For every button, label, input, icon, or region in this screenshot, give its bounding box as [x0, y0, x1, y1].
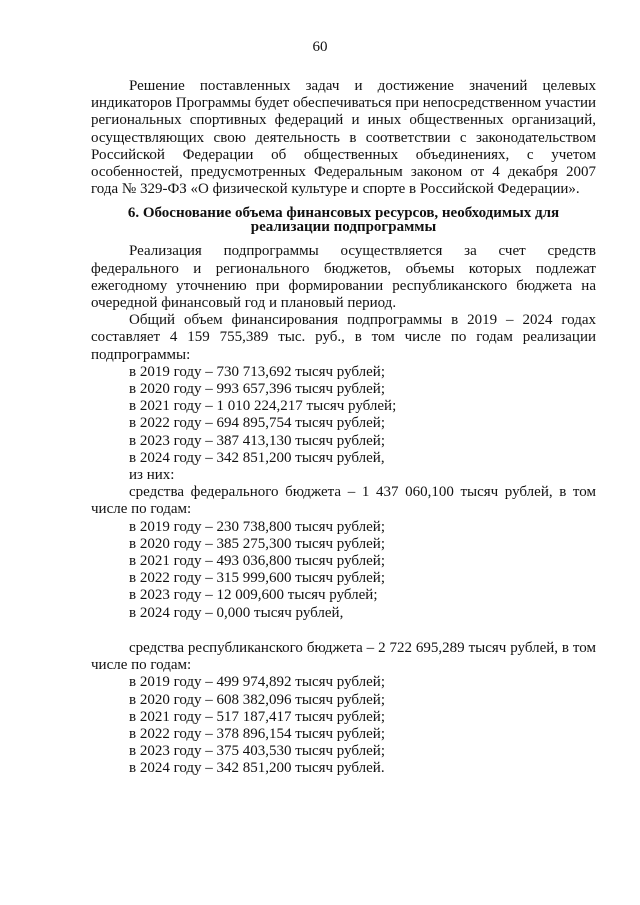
total-year-item: в 2020 году – 993 657,396 тысяч рублей; — [129, 381, 385, 398]
of-which-label: из них: — [129, 467, 175, 484]
republic-year-item: в 2024 году – 342 851,200 тысяч рублей. — [129, 760, 385, 777]
intro-paragraph: Решение поставленных задач и достижение значений целевых индикаторов Программы будет обеспечиваться при непосредственном участии региональных спортивных федераций и иных общественных организаций, осуществляющих свою деятельность в соответствии с законодательством Российской Федерации об общественных объединениях, с учетом особенностей, предусмотренных Федеральным законом от 4 декабря 2007 года № 329-ФЗ «О физической культуре и спорте в Российской Федерации». — [91, 78, 596, 198]
federal-year-item: в 2022 году – 315 999,600 тысяч рублей; — [129, 570, 385, 587]
republic-intro: средства республиканского бюджета – 2 722 695,289 тысяч рублей, в том числе по годам: — [91, 639, 596, 674]
section-heading: 6. Обоснование объема финансовых ресурсов, необходимых для реализации подпрограммы — [127, 205, 560, 235]
document-body — [91, 78, 596, 778]
republic-year-item: в 2020 году – 608 382,096 тысяч рублей; — [129, 691, 385, 708]
republic-by-year-list — [91, 674, 596, 777]
total-year-item: в 2022 году – 694 895,754 тысяч рублей; — [129, 415, 385, 432]
republic-year-item: в 2022 году – 378 896,154 тысяч рублей; — [129, 725, 385, 742]
total-year-item: в 2023 году – 387 413,130 тысяч рублей; — [129, 432, 385, 449]
sources-paragraph: Реализация подпрограммы осуществляется за счет средств федерального и регионального бюджетов, объемы которых подлежат ежегодному уточнению при формировании республиканского бюджета на очередной финансовый год и плановый период. — [91, 243, 596, 312]
federal-year-item: в 2019 году – 230 738,800 тысяч рублей; — [129, 518, 385, 535]
federal-by-year-list — [91, 519, 596, 622]
total-paragraph: Общий объем финансирования подпрограммы в 2019 – 2024 годах составляет 4 159 755,389 тыс. руб., в том числе по годам реализации подпрограммы: — [91, 312, 596, 363]
republic-year-item: в 2019 году – 499 974,892 тысяч рублей; — [129, 674, 385, 691]
spacer — [91, 622, 596, 640]
page-number: 60 — [312, 39, 328, 55]
total-by-year-list — [91, 364, 596, 467]
total-year-item: в 2021 году – 1 010 224,217 тысяч рублей; — [129, 398, 397, 415]
republic-year-item: в 2023 году – 375 403,530 тысяч рублей; — [129, 743, 385, 760]
total-year-item: в 2019 году – 730 713,692 тысяч рублей; — [129, 363, 385, 380]
federal-intro: средства федерального бюджета – 1 437 060,100 тысяч рублей, в том числе по годам: — [91, 484, 596, 518]
federal-year-item: в 2024 году – 0,000 тысяч рублей, — [129, 604, 344, 621]
federal-year-item: в 2023 году – 12 009,600 тысяч рублей; — [129, 587, 378, 604]
federal-year-item: в 2020 году – 385 275,300 тысяч рублей; — [129, 535, 385, 552]
federal-year-item: в 2021 году – 493 036,800 тысяч рублей; — [129, 553, 385, 570]
republic-year-item: в 2021 году – 517 187,417 тысяч рублей; — [129, 708, 385, 725]
total-year-item: в 2024 году – 342 851,200 тысяч рублей, — [129, 449, 385, 466]
